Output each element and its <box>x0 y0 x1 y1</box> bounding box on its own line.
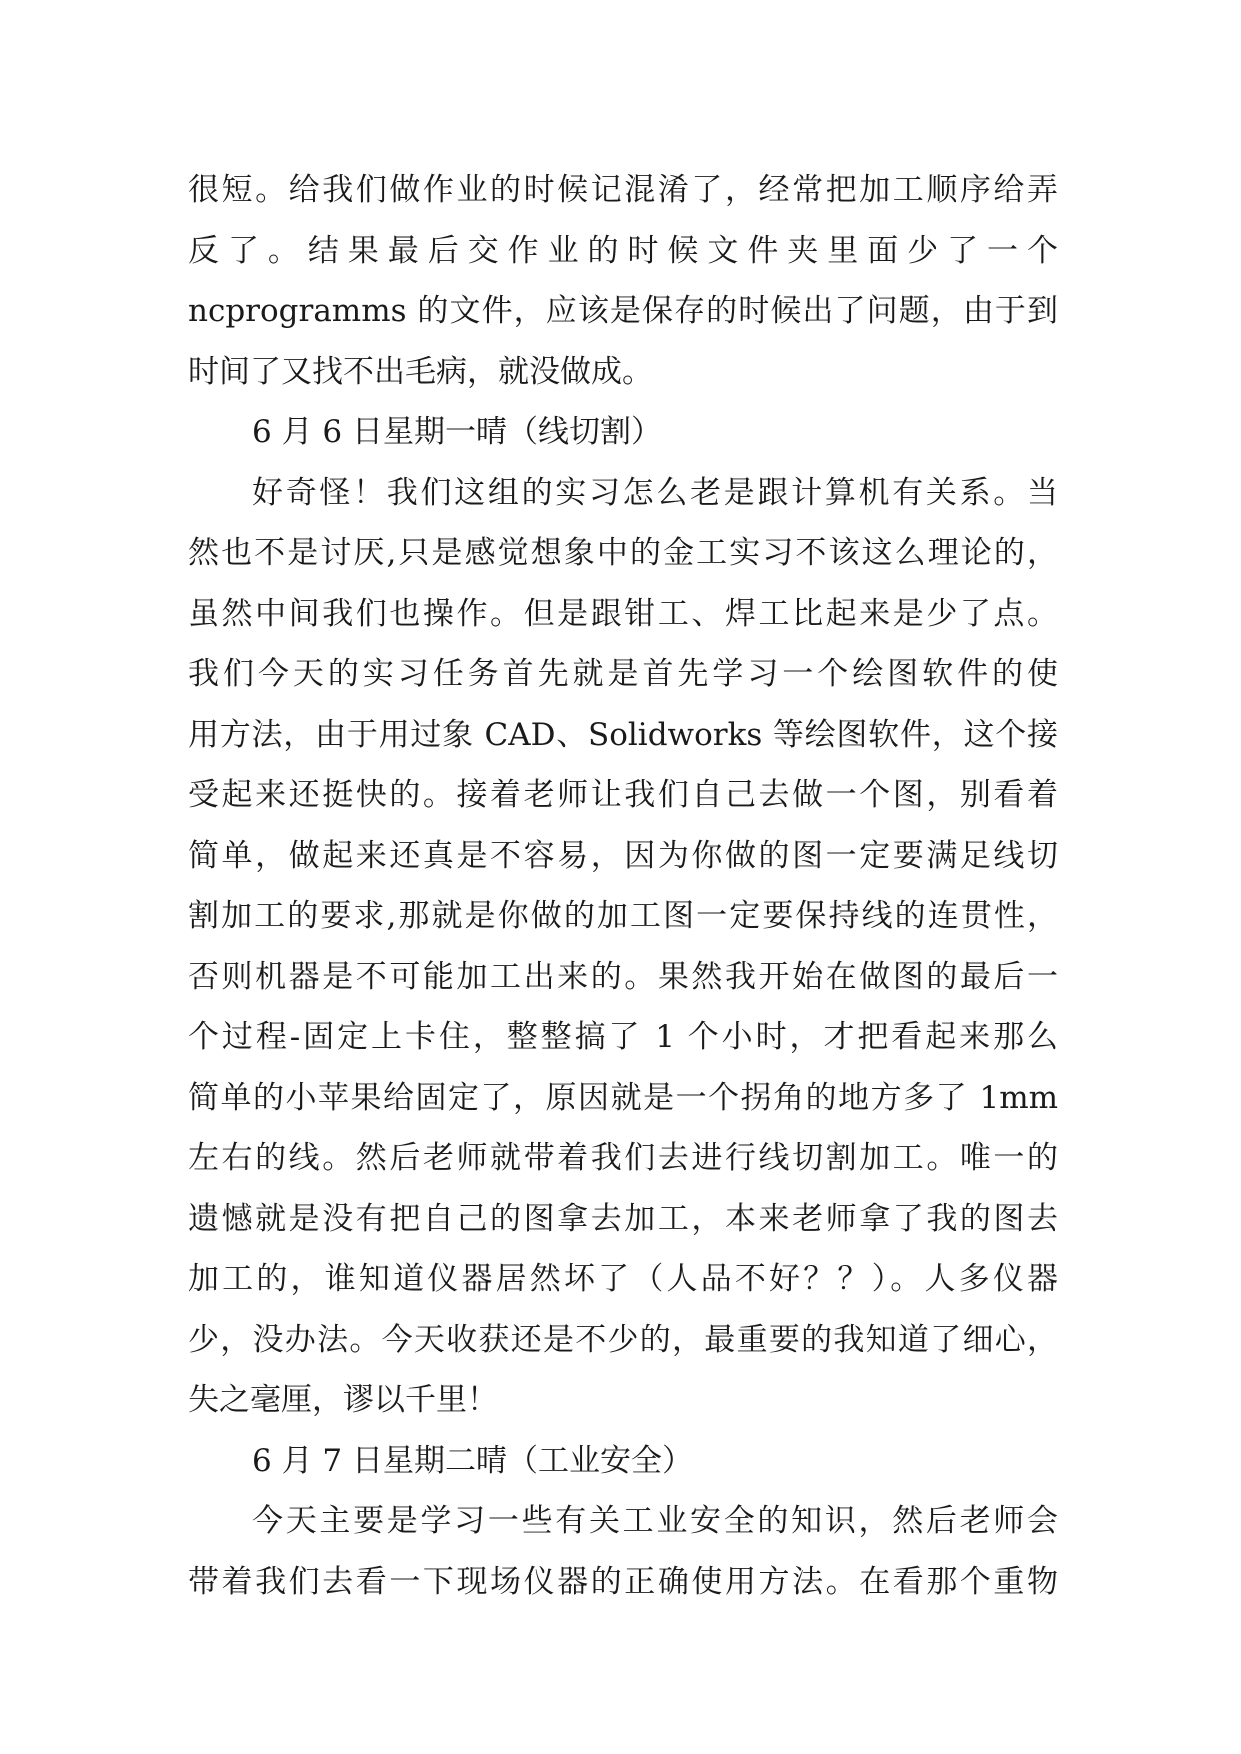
text-line: 简单的小苹果给固定了，原因就是一个拐角的地方多了 1mm <box>188 1079 1058 1116</box>
text-line: 受起来还挺快的。接着老师让我们自己去做一个图，别看着 <box>188 777 1058 813</box>
text-line: 割加工的要求,那就是你做的加工图一定要保持线的连贯性， <box>188 898 1058 934</box>
text-line: 遗憾就是没有把自己的图拿去加工，本来老师拿了我的图去 <box>188 1200 1058 1237</box>
text-line: 少，没办法。今天收获还是不少的，最重要的我知道了细心， <box>188 1321 1058 1358</box>
text-line: 否则机器是不可能加工出来的。果然我开始在做图的最后一 <box>188 958 1058 995</box>
diary-date-heading: 6 月 6 日星期一晴（线切割） <box>252 414 663 450</box>
text-line: 很短。给我们做作业的时候记混淆了，经常把加工顺序给弄 <box>188 172 1058 208</box>
document-body <box>188 160 1058 1612</box>
text-line: 用方法，由于用过象 CAD、Solidworks 等绘图软件，这个接 <box>188 716 1058 753</box>
text-line: 个过程-固定上卡住，整整搞了 1 个小时，才把看起来那么 <box>188 1019 1058 1055</box>
diary-date-heading: 6 月 7 日星期二晴（工业安全） <box>252 1442 694 1479</box>
text-line: 然也不是讨厌,只是感觉想象中的金工实习不该这么理论的， <box>188 535 1058 571</box>
text-line: 反了。结果最后交作业的时候文件夹里面少了一个 <box>188 232 1058 269</box>
text-line: 好奇怪！我们这组的实习怎么老是跟计算机有关系。当 <box>252 474 1058 511</box>
text-line: 加工的，谁知道仪器居然坏了（人品不好？？）。人多仪器 <box>188 1261 1058 1297</box>
text-line: ncprogramms 的文件，应该是保存的时候出了问题，由于到 <box>188 293 1058 329</box>
text-line: 今天主要是学习一些有关工业安全的知识，然后老师会 <box>252 1503 1058 1539</box>
text-line: 虽然中间我们也操作。但是跟钳工、焊工比起来是少了点。 <box>188 595 1058 632</box>
text-line: 左右的线。然后老师就带着我们去进行线切割加工。唯一的 <box>188 1140 1058 1176</box>
text-line: 我们今天的实习任务首先就是首先学习一个绘图软件的使 <box>188 656 1058 692</box>
text-line: 失之毫厘，谬以千里！ <box>188 1382 498 1418</box>
text-line: 时间了又找不出毛病，就没做成。 <box>188 353 653 390</box>
text-line: 带着我们去看一下现场仪器的正确使用方法。在看那个重物 <box>188 1563 1058 1600</box>
text-line: 简单，做起来还真是不容易，因为你做的图一定要满足线切 <box>188 837 1058 874</box>
